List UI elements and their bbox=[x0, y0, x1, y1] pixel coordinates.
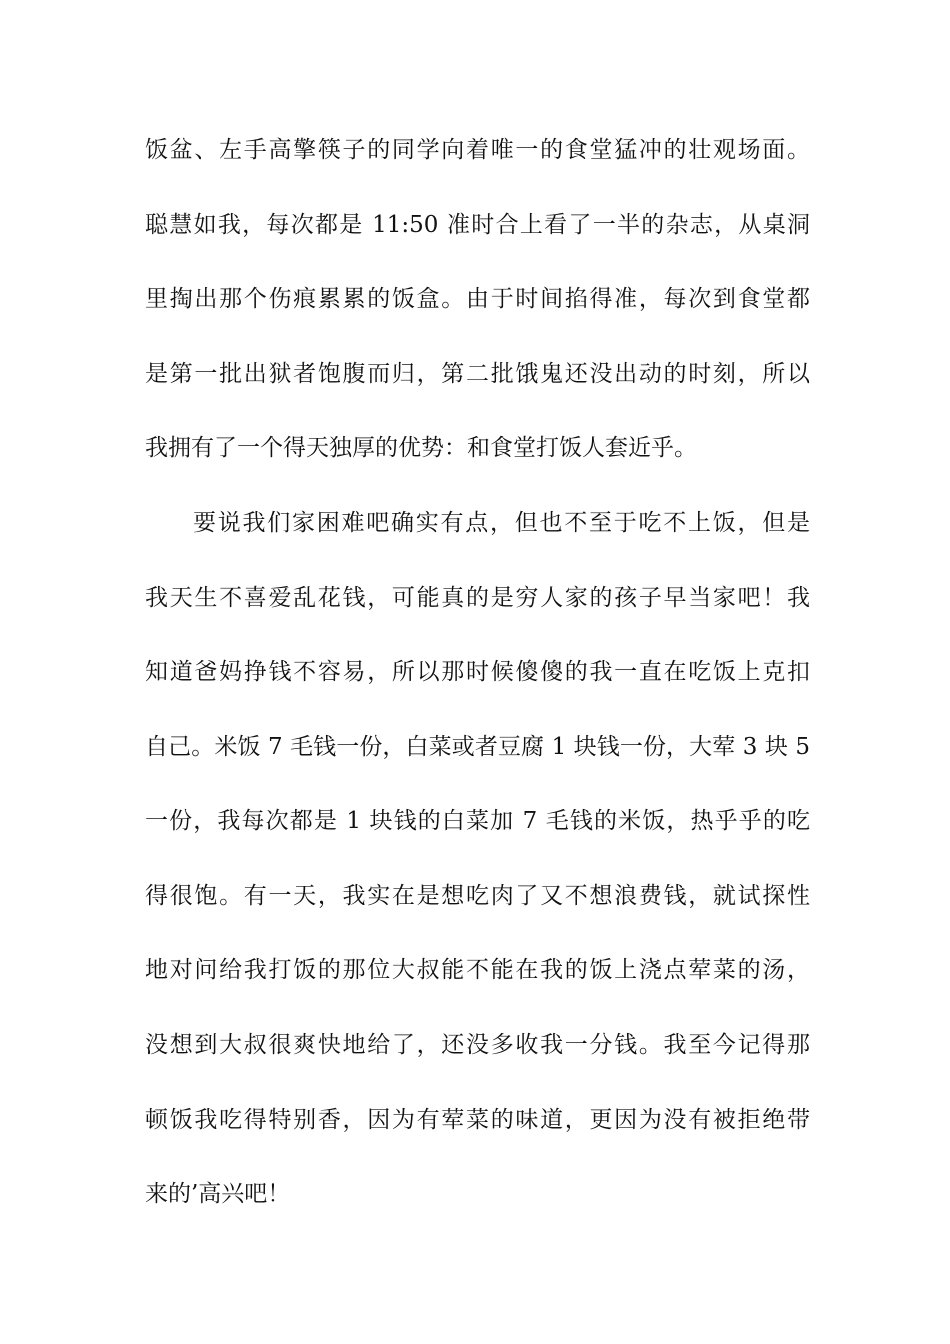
text-line-15: 来的’高兴吧！ bbox=[145, 1181, 291, 1207]
text-line-11: 得很饱。有一天，我实在是想吃肉了又不想浪费钱，就试探性 bbox=[145, 883, 810, 909]
text-line-4: 是第一批出狱者饱腹而归，第二批饿鬼还没出动的时刻，所以 bbox=[145, 361, 810, 387]
text-line-12: 地对问给我打饭的那位大叔能不能在我的饭上浇点荤菜的汤， bbox=[145, 957, 810, 983]
text-line-3: 里掏出那个伤痕累累的饭盒。由于时间掐得准，每次到食堂都 bbox=[145, 286, 810, 312]
text-line-9: 自己。米饭 7 毛钱一份，白菜或者豆腐 1 块钱一份，大荤 3 块 5 bbox=[145, 734, 810, 760]
text-line-7: 我天生不喜爱乱花钱，可能真的是穷人家的孩子早当家吧！我 bbox=[145, 585, 810, 611]
text-line-14: 顿饭我吃得特别香，因为有荤菜的味道，更因为没有被拒绝带 bbox=[145, 1107, 810, 1133]
text-line-10: 一份，我每次都是 1 块钱的白菜加 7 毛钱的米饭，热乎乎的吃 bbox=[145, 808, 810, 834]
text-line-6: 要说我们家困难吧确实有点，但也不至于吃不上饭，但是 bbox=[193, 510, 810, 536]
text-line-8: 知道爸妈挣钱不容易，所以那时候傻傻的我一直在吃饭上克扣 bbox=[145, 659, 810, 685]
text-line-13: 没想到大叔很爽快地给了，还没多收我一分钱。我至今记得那 bbox=[145, 1032, 810, 1058]
text-line-2: 聪慧如我，每次都是 11:50 准时合上看了一半的杂志，从桌洞 bbox=[145, 212, 810, 238]
text-line-1: 饭盆、左手高擎筷子的同学向着唯一的食堂猛冲的壮观场面。 bbox=[145, 137, 810, 163]
text-line-5: 我拥有了一个得天独厚的优势：和食堂打饭人套近乎。 bbox=[145, 435, 697, 461]
